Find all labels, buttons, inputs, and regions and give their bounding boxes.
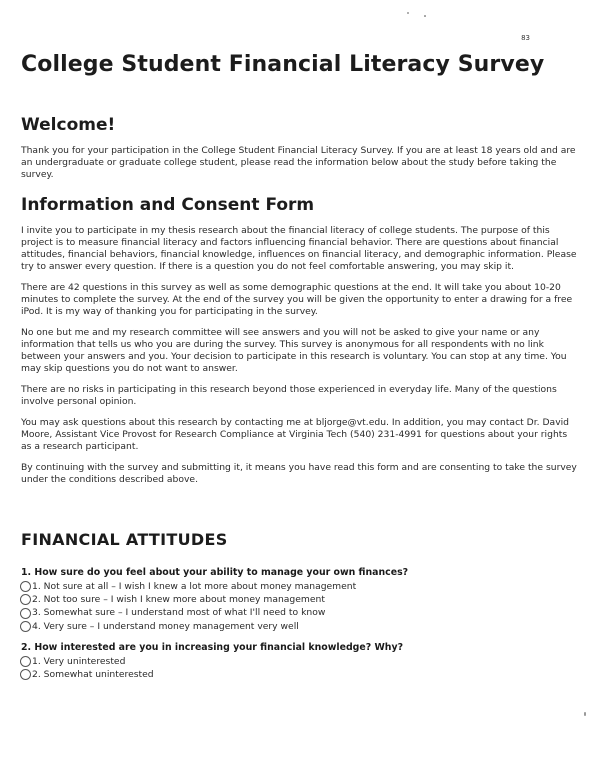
question-text: 1. How sure do you feel about your ability to manage your own finances? bbox=[21, 567, 409, 578]
option-label: 4. Very sure – I understand money management very well bbox=[32, 620, 299, 632]
consent-paragraph: You may ask questions about this research by contacting me at bljorge@vt.edu. In addition, you may contact Dr. David Moore, Assistant Vice Provost for Research Compliance at Virginia Tech (540) 231-4991 for questions about your rights as a research participant. bbox=[21, 417, 570, 452]
scan-speck bbox=[584, 712, 586, 716]
question-2 bbox=[21, 642, 581, 681]
page-title: College Student Financial Literacy Survey bbox=[21, 52, 545, 77]
answer-option[interactable] bbox=[20, 593, 581, 606]
radio-button-icon[interactable] bbox=[20, 594, 31, 605]
answer-option[interactable] bbox=[20, 580, 581, 593]
consent-paragraph: There are no risks in participating in this research beyond those experienced in everyday life. Many of the questions involve personal opinion. bbox=[21, 384, 557, 407]
consent-paragraph: I invite you to participate in my thesis research about the financial literacy of college students. The purpose of this project is to measure financial literacy and factors influencing financial behavior. There are questions about financial attitudes, financial behaviors, financial knowledge, influences on financial literacy, and demographic information. Please try to answer every question. If there is a question you do not feel comfortable answering, you may skip it. bbox=[21, 225, 577, 272]
radio-button-icon[interactable] bbox=[20, 656, 31, 667]
scan-speck bbox=[407, 12, 409, 14]
welcome-section bbox=[21, 115, 581, 181]
consent-paragraph: There are 42 questions in this survey as well as some demographic questions at the end. It will take you about 10-20 minutes to complete the survey. At the end of the survey you will be given the opportunity to enter a drawing for a free iPod. It is my way of thanking you for participating in the survey. bbox=[21, 282, 573, 317]
consent-heading: Information and Consent Form bbox=[21, 195, 315, 215]
radio-button-icon[interactable] bbox=[20, 608, 31, 619]
option-label: 2. Not too sure – I wish I knew more about money management bbox=[32, 594, 325, 606]
welcome-text: Thank you for your participation in the College Student Financial Literacy Survey. If you are at least 18 years old and are an undergraduate or graduate college student, please read the information below about the study before taking the survey. bbox=[21, 145, 576, 180]
radio-button-icon[interactable] bbox=[20, 621, 31, 632]
page-number: 83 bbox=[521, 34, 530, 42]
option-label: 3. Somewhat sure – I understand most of what I'll need to know bbox=[32, 607, 326, 619]
answer-option[interactable] bbox=[20, 655, 581, 668]
answer-option[interactable] bbox=[20, 668, 581, 681]
option-label: 1. Not sure at all – I wish I knew a lot more about money management bbox=[32, 581, 357, 592]
financial-attitudes-heading: FINANCIAL ATTITUDES bbox=[21, 530, 228, 549]
financial-attitudes-section bbox=[21, 530, 581, 681]
question-1 bbox=[21, 567, 581, 633]
consent-paragraph: By continuing with the survey and submitting it, it means you have read this form and are consenting to take the survey under the conditions described above. bbox=[21, 462, 577, 485]
radio-button-icon[interactable] bbox=[20, 669, 31, 680]
option-label: 2. Somewhat uninterested bbox=[32, 669, 154, 681]
radio-button-icon[interactable] bbox=[20, 581, 31, 592]
consent-section bbox=[21, 195, 581, 486]
question-text: 2. How interested are you in increasing your financial knowledge? Why? bbox=[21, 641, 404, 653]
option-label: 1. Very uninterested bbox=[32, 655, 126, 667]
scan-speck bbox=[424, 15, 426, 17]
answer-option[interactable] bbox=[20, 620, 581, 633]
welcome-heading: Welcome! bbox=[21, 115, 116, 135]
answer-option[interactable] bbox=[20, 606, 581, 619]
consent-paragraph: No one but me and my research committee will see answers and you will not be asked to give your name or any information that tells us who you are during the survey. This survey is anonymous for all respondents with no link between your answers and you. Your decision to participate in this research is voluntary. You can stop at any time. You may skip questions you do not want to answer. bbox=[21, 327, 567, 374]
survey-content bbox=[21, 52, 581, 690]
